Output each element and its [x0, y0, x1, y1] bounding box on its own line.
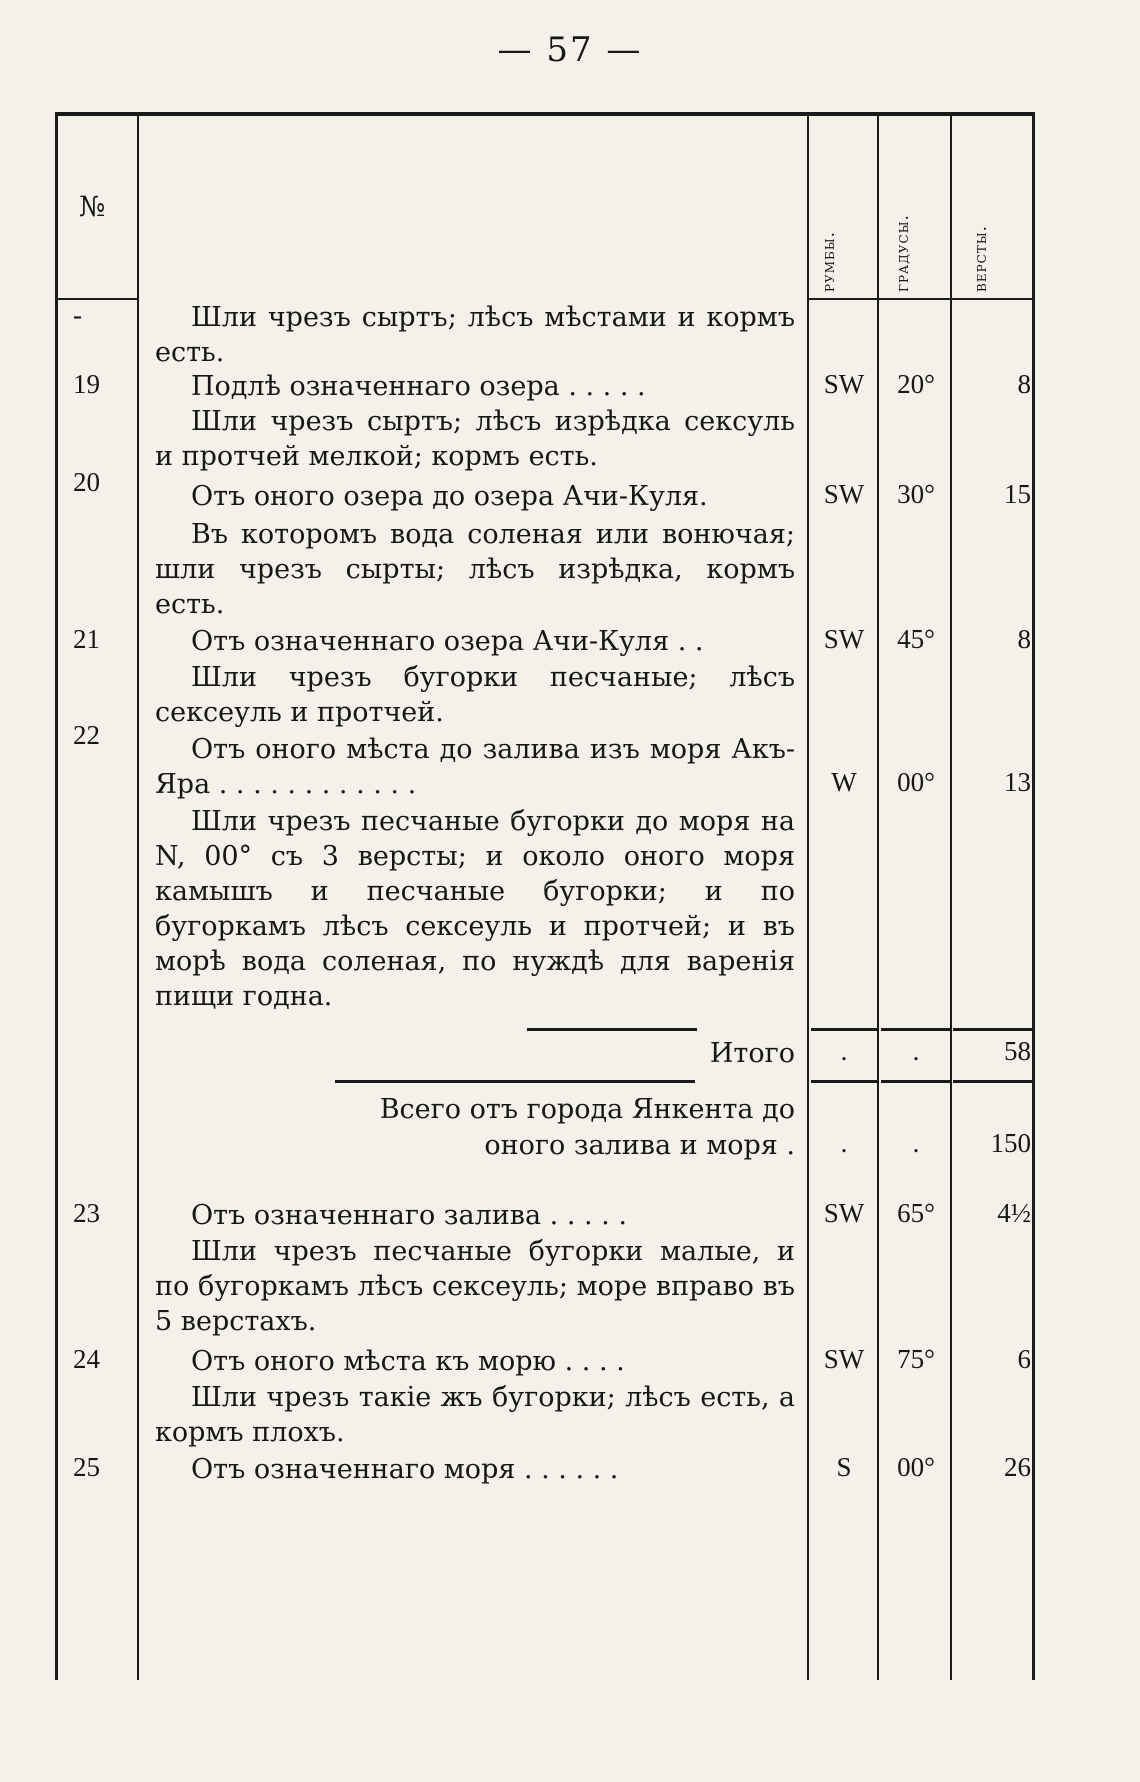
row-number: 22: [73, 720, 100, 750]
row-description: Шли чрезъ бугорки песчаные; лѣсъ сексеуль и протчей.: [155, 662, 795, 728]
row-description: Подлѣ означеннаго озера . . . . .: [191, 371, 646, 402]
header-verst: версты.: [971, 224, 991, 292]
total-rule-grad: [881, 1080, 951, 1083]
row-number: 21: [73, 624, 100, 654]
row-description: Отъ оного мѣста до залива изъ моря Акъ-Яра . . . . . . . . . . . .: [155, 734, 795, 800]
header-number: №: [79, 190, 106, 223]
row-grad: 00°: [897, 1452, 935, 1482]
row-number: 25: [73, 1452, 100, 1482]
header-rumb: румбы.: [819, 230, 839, 292]
row-verst: 26: [1004, 1452, 1031, 1482]
table-right-rule: [1032, 112, 1035, 1680]
total-line2: оного залива и моря .: [484, 1130, 795, 1161]
page-number: — 57 —: [497, 30, 643, 70]
row-number: -: [73, 300, 82, 330]
row-description: Шли чрезъ сыртъ; лѣсъ мѣстами и кормъ есть.: [155, 302, 795, 368]
row-grad: 75°: [897, 1344, 935, 1374]
row-description: Отъ означеннаго моря . . . . . .: [191, 1454, 619, 1485]
row-rumb: SW: [823, 624, 865, 654]
row-description: Шли чрезъ песчаные бугорки до моря на N, 00° съ 3 версты; и около оного моря камышъ и песчаные бугорки; и по бугоркамъ лѣсъ сексеуль и протчей; и въ морѣ вода соленая, по нуждѣ для варенія пищи годна.: [155, 806, 795, 1012]
row-description: Отъ оного озера до озера Ачи-Куля.: [191, 481, 708, 512]
total-rumb: .: [840, 1128, 848, 1158]
route-table: [55, 112, 1035, 1680]
header-grad: градусы.: [893, 214, 913, 292]
row-rumb: SW: [823, 1198, 865, 1228]
verst-column-rule: [950, 116, 952, 1680]
subtotal-rule-verst: [953, 1028, 1032, 1031]
row-rumb: W: [831, 767, 857, 797]
row-description: Шли чрезъ сыртъ; лѣсъ изрѣдка сексуль и протчей мелкой; кормъ есть.: [155, 406, 795, 472]
total-rule-verst: [953, 1080, 1032, 1083]
table-left-rule: [55, 112, 58, 1680]
total-verst: 150: [990, 1128, 1031, 1158]
row-description: Шли чрезъ песчаные бугорки малые, и по бугоркамъ лѣсъ сексеуль; море вправо въ 5 верстахъ.: [155, 1236, 795, 1337]
row-number: 24: [73, 1344, 100, 1374]
row-verst: 13: [1004, 767, 1031, 797]
row-description: Отъ означеннаго озера Ачи-Куля . .: [191, 626, 704, 657]
row-rumb: S: [836, 1452, 852, 1482]
subtotal-grad: .: [912, 1036, 920, 1066]
row-description: Отъ означеннаго залива . . . . .: [191, 1200, 627, 1231]
subtotal-rule-grad: [881, 1028, 951, 1031]
row-verst: 15: [1004, 479, 1031, 509]
row-grad: 20°: [897, 369, 935, 399]
subtotal-rumb: .: [840, 1036, 848, 1066]
row-description: Въ которомъ вода соленая или вонючая; шли чрезъ сырты; лѣсъ изрѣдка, кормъ есть.: [155, 519, 795, 620]
row-description: Шли чрезъ такіе жъ бугорки; лѣсъ есть, а кормъ плохъ.: [155, 1382, 795, 1448]
row-number: 20: [73, 467, 100, 497]
row-description: Отъ оного мѣста къ морю . . . .: [191, 1346, 625, 1377]
row-verst: 8: [1017, 624, 1031, 654]
row-number: 19: [73, 369, 100, 399]
row-verst: 6: [1017, 1344, 1031, 1374]
row-rumb: SW: [823, 369, 865, 399]
subtotal-rule: [527, 1028, 697, 1031]
row-verst: 4½: [997, 1198, 1031, 1228]
row-grad: 45°: [897, 624, 935, 654]
table-top-rule: [55, 112, 1035, 116]
rumb-column-rule: [807, 116, 809, 1680]
row-rumb: SW: [823, 1344, 865, 1374]
total-line1: Всего отъ города Янкента до: [379, 1094, 795, 1125]
header-underline-verst: [952, 298, 1032, 300]
header-underline-rumb: [809, 298, 877, 300]
number-column-rule: [137, 116, 139, 1680]
grad-column-rule: [877, 116, 879, 1680]
total-rule-rumb: [811, 1080, 877, 1083]
subtotal-label: Итого: [709, 1038, 795, 1069]
total-grad: .: [912, 1128, 920, 1158]
subtotal-rule-rumb: [811, 1028, 877, 1031]
row-number: 23: [73, 1198, 100, 1228]
row-verst: 8: [1017, 369, 1031, 399]
total-rule: [335, 1080, 695, 1083]
row-grad: 00°: [897, 767, 935, 797]
header-underline-grad: [879, 298, 950, 300]
row-rumb: SW: [823, 479, 865, 509]
subtotal-verst: 58: [1004, 1036, 1031, 1066]
row-grad: 30°: [897, 479, 935, 509]
row-grad: 65°: [897, 1198, 935, 1228]
